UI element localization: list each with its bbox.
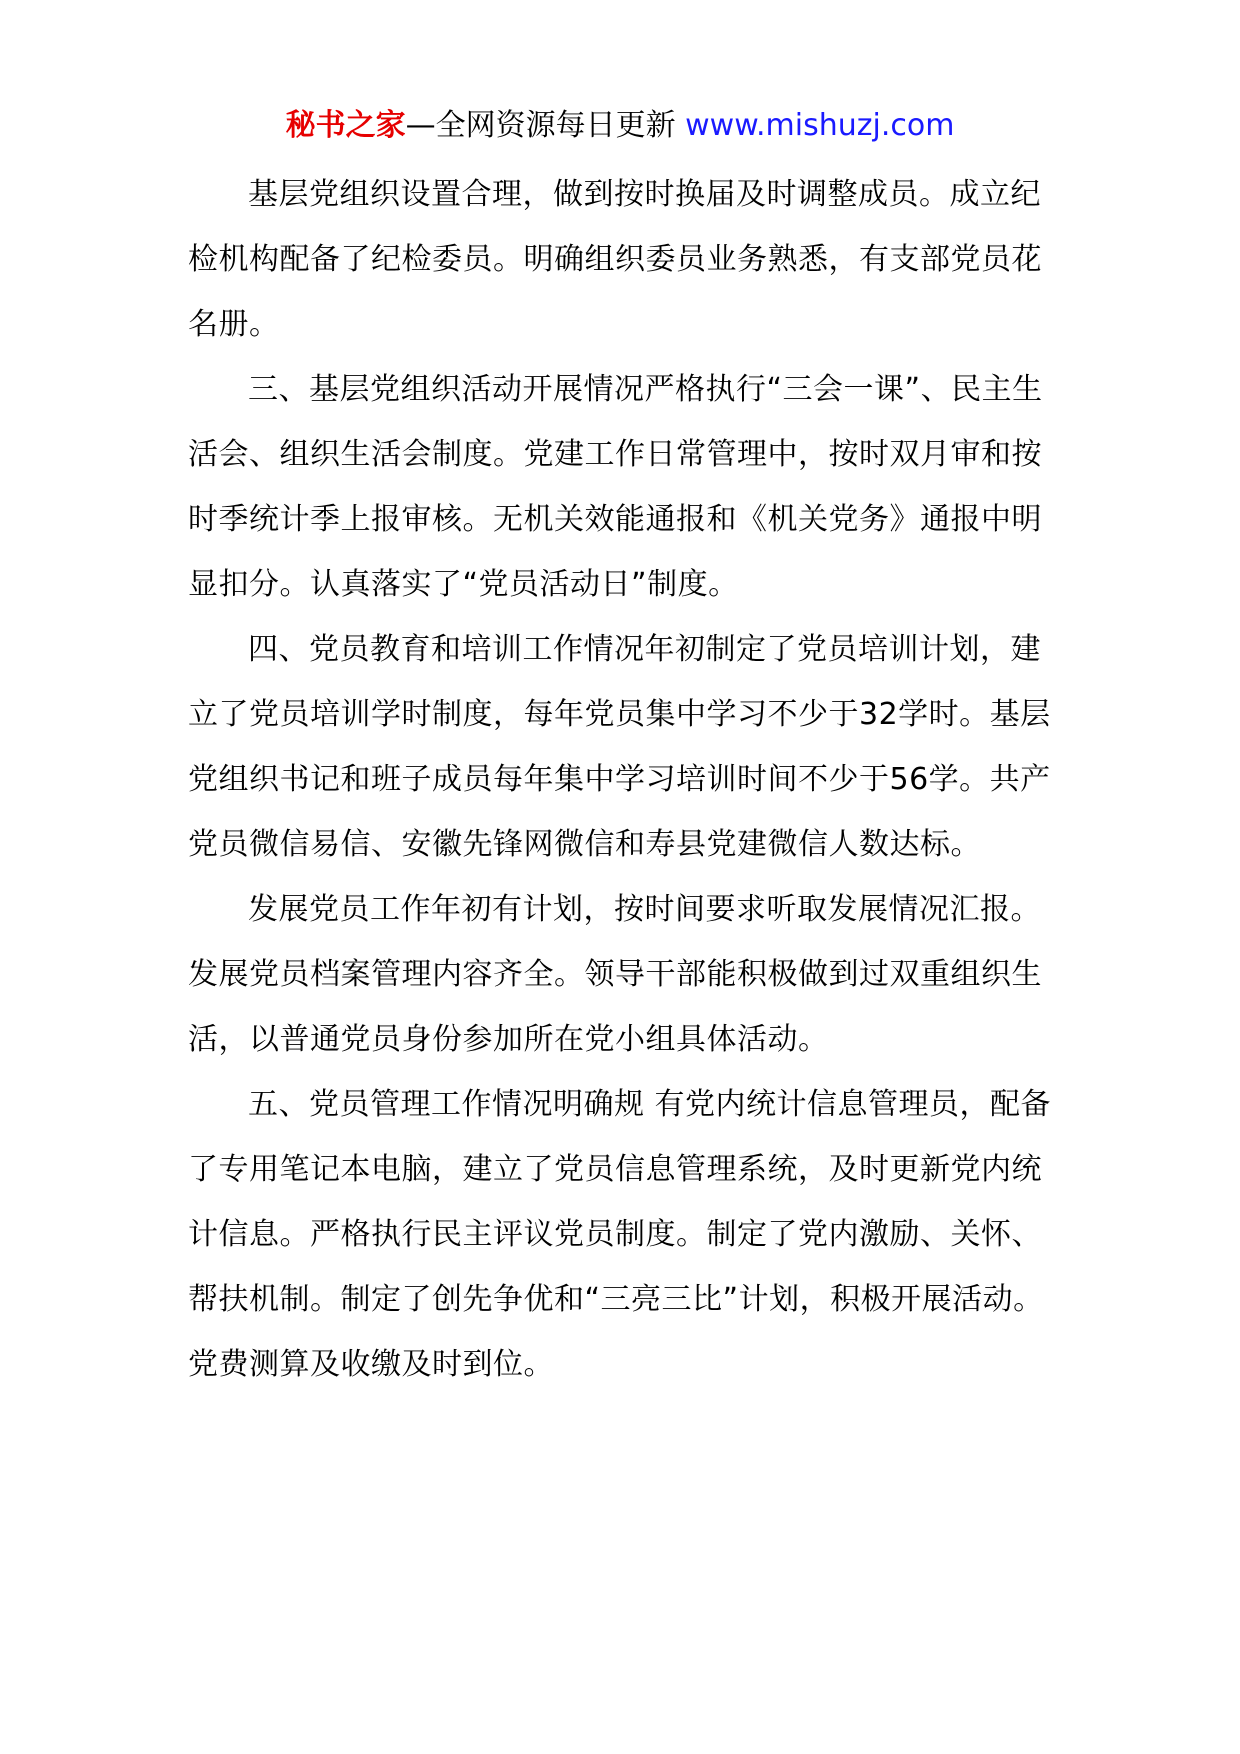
header-tagline: —全网资源每日更新 [405, 108, 676, 143]
brand-name: 秘书之家 [285, 108, 406, 143]
paragraph-3: 四、党员教育和培训工作情况年初制定了党员培训计划，建立了党员培训学时制度，每年党员集中学习不少于32学时。基层党组织书记和班子成员每年集中学习培训时间不少于56学。共产党员微信易信、安徽先锋网微信和寿县党建微信人数达标。 [188, 632, 1051, 862]
header-url-link[interactable]: www.mishuzj.com [685, 108, 955, 143]
paragraph-4: 发展党员工作年初有计划，按时间要求听取发展情况汇报。发展党员档案管理内容齐全。领导干部能积极做到过双重组织生活，以普通党员身份参加所在党小组具体活动。 [188, 892, 1042, 1057]
paragraph-2: 三、基层党组织活动开展情况严格执行“三会一课”、民主生活会、组织生活会制度。党建工作日常管理中，按时双月审和按时季统计季上报审核。无机关效能通报和《机关党务》通报中明显扣分。认真落实了“党员活动日”制度。 [188, 372, 1043, 602]
paragraph-1: 基层党组织设置合理，做到按时换届及时调整成员。成立纪检机构配备了纪检委员。明确组织委员业务熟悉，有支部党员花名册。 [188, 177, 1042, 342]
page-header [0, 98, 1240, 154]
document-body [188, 162, 1068, 1397]
paragraph-5: 五、党员管理工作情况明确规 有党内统计信息管理员，配备了专用笔记本电脑，建立了党员信息管理系统，及时更新党内统计信息。严格执行民主评议党员制度。制定了党内激励、关怀、帮扶机制。制定了创先争优和“三亮三比”计划，积极开展活动。党费测算及收缴及时到位。 [188, 1087, 1052, 1382]
